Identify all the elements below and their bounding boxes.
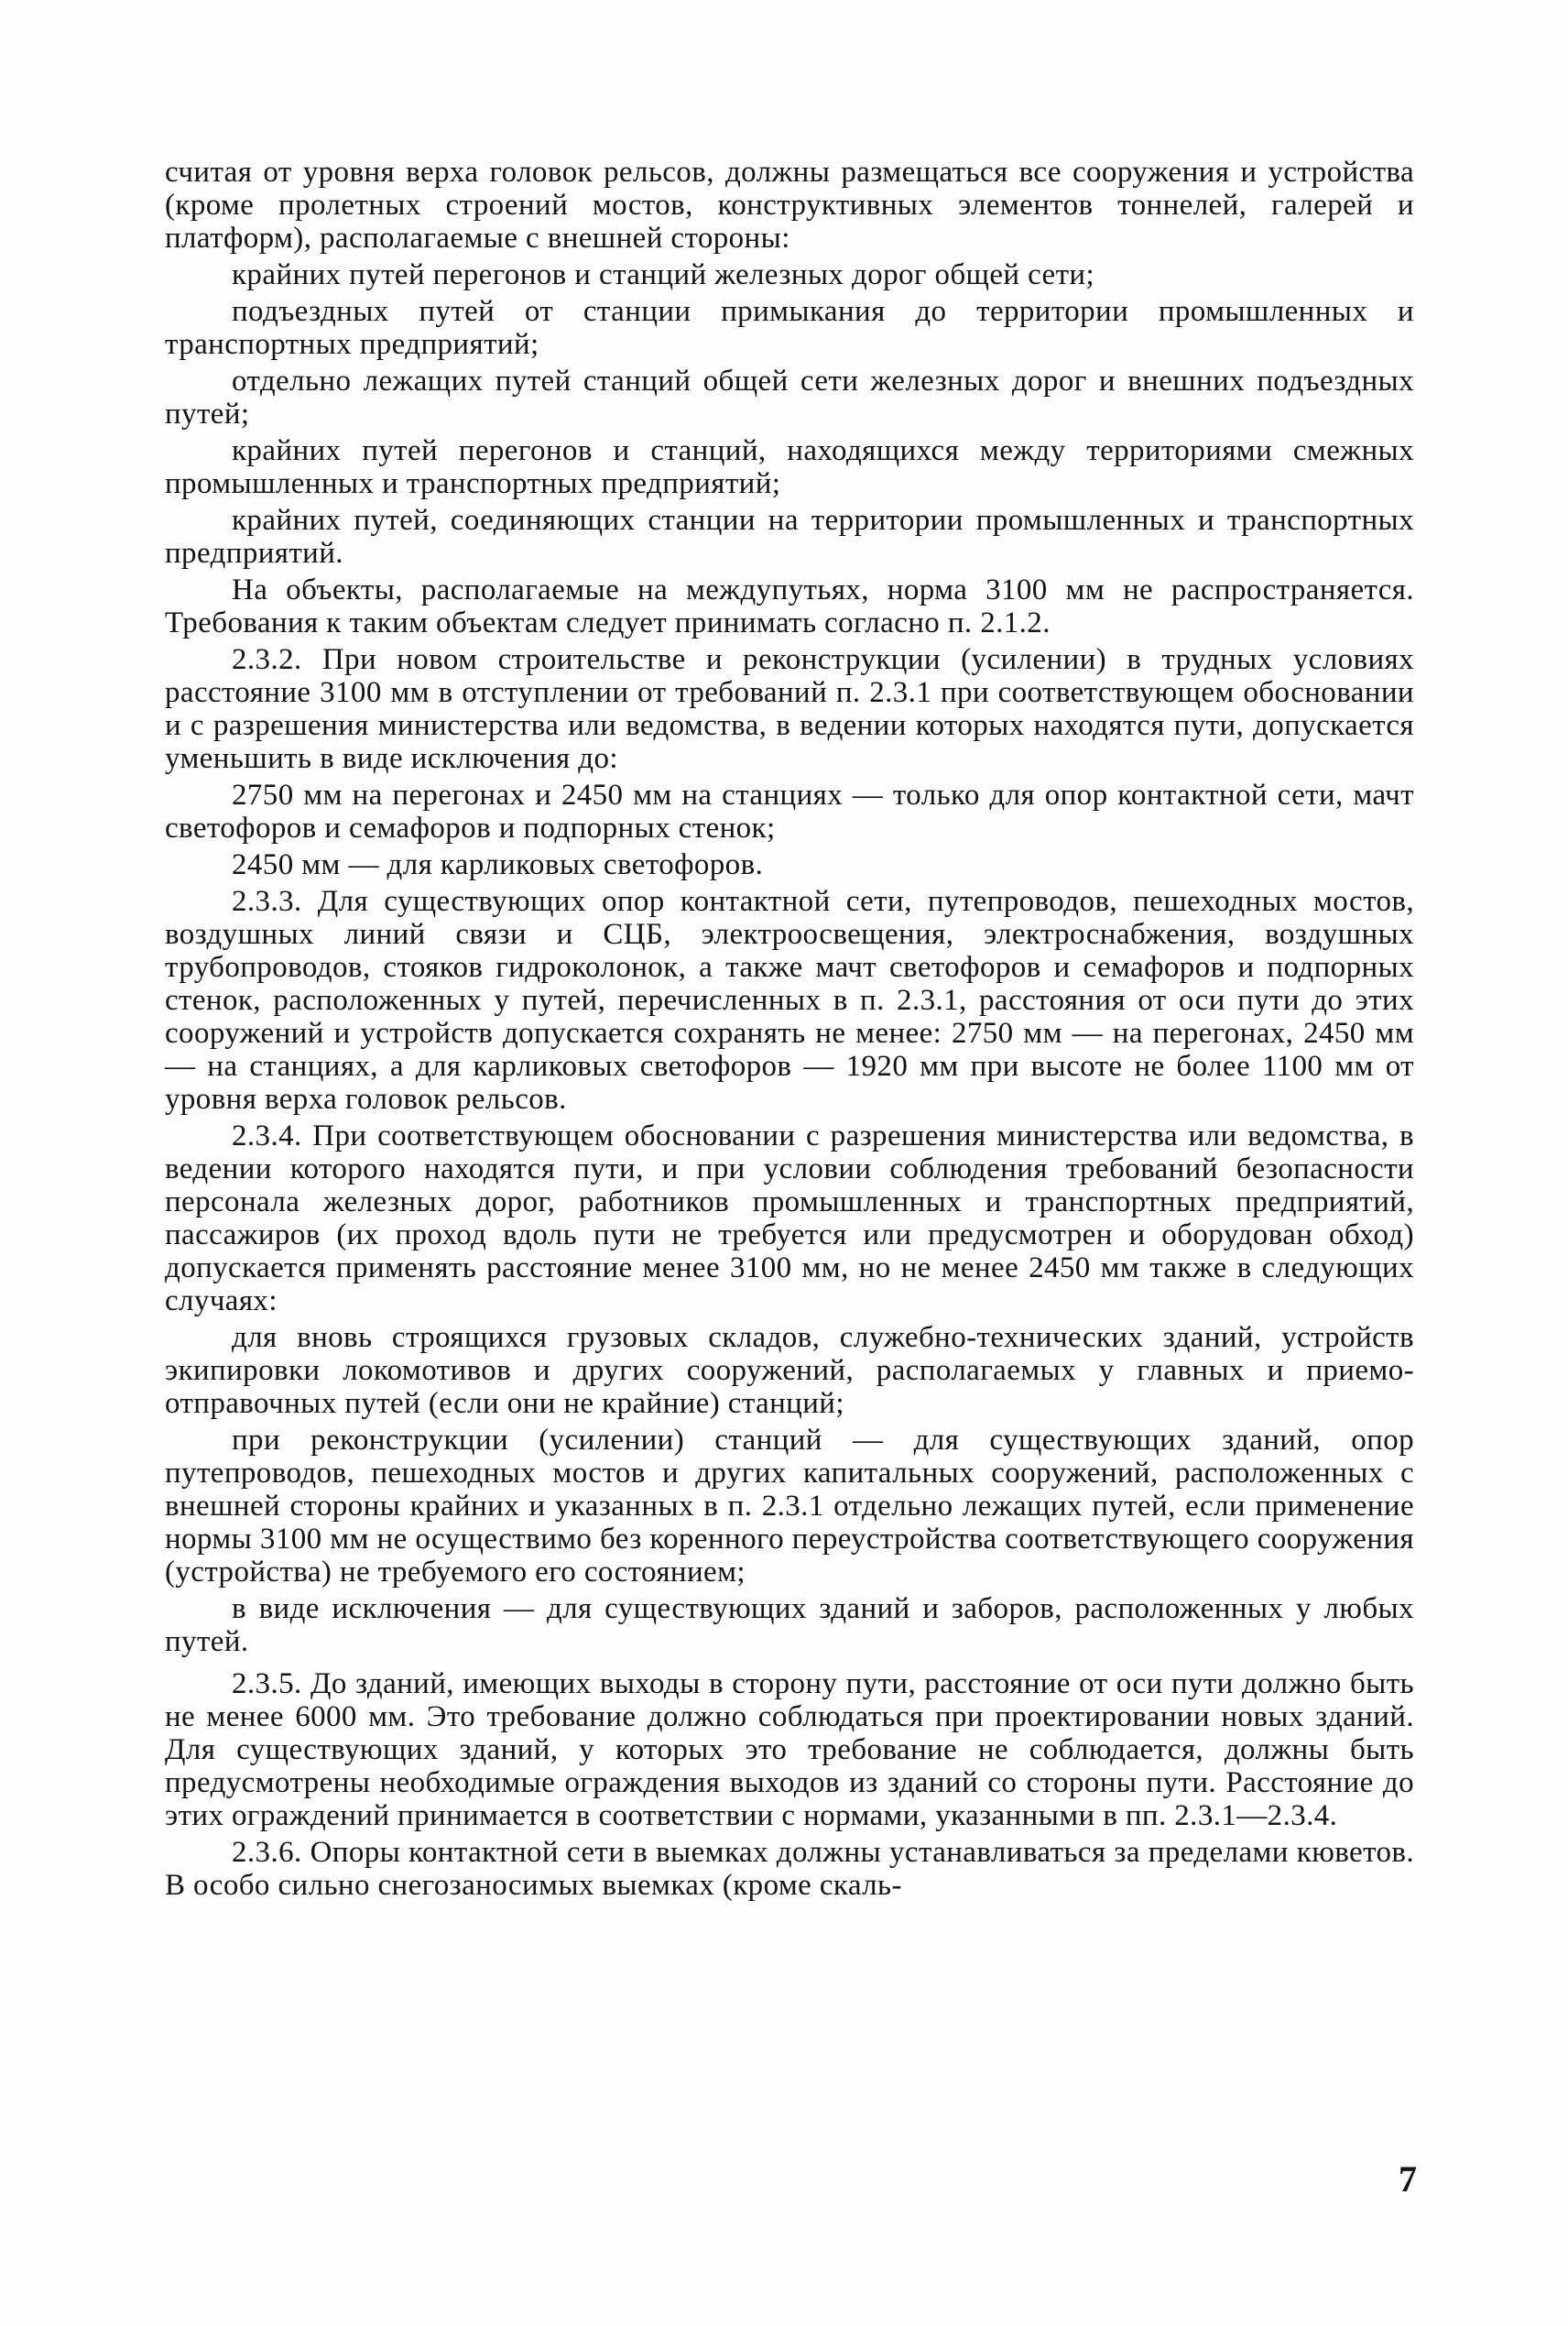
paragraph-1: считая от уровня верха головок рельсов, должны размещаться все сооружения и устройства (кроме пролетных строений мостов, конструктивных элементов тоннелей, галерей и платформ), располагаемые с внешней стороны: — [165, 156, 1414, 255]
section-2-3-6: 2.3.6. Опоры контактной сети в выемках должны устанавливаться за пределами кюветов. В особо сильно снегозаносимых выемках (кроме скаль- — [165, 1836, 1414, 1902]
section-2-3-3: 2.3.3. Для существующих опор контактной сети, путепроводов, пешеходных мостов, воздушных линий связи и СЦБ, электроосвещения, электроснабжения, воздушных трубопроводов, стояков гидроколонок, а также мачт светофоров и семафоров и подпорных стенок, расположенных у путей, перечисленных в п. 2.3.1, расстояния от оси пути до этих сооружений и устройств допускается сохранять не менее: 2750 мм — на перегонах, 2450 мм — на станциях, а для карликовых светофоров — 1920 мм при высоте не более 1100 мм от уровня верха головок рельсов. — [165, 885, 1414, 1116]
paragraph-3: подъездных путей от станции примыкания до территории промышленных и транспортных предприятий; — [165, 295, 1414, 361]
paragraph-4: отдельно лежащих путей станций общей сети железных дорог и внешних подъездных путей; — [165, 365, 1414, 431]
section-2-3-2: 2.3.2. При новом строительстве и реконструкции (усилении) в трудных условиях расстояние 3100 мм в отступлении от требований п. 2.3.1 при соответствующем обосновании и с разрешения министерства или ведомства, в ведении которых находятся пути, допускается уменьшить в виде исключения до: — [165, 643, 1414, 775]
page-body-text — [165, 156, 1414, 1902]
page-number: 7 — [1399, 2158, 1417, 2200]
paragraph-2: крайних путей перегонов и станций железных дорог общей сети; — [232, 258, 1095, 291]
paragraph-15: в виде исключения — для существующих зданий и заборов, расположенных у любых путей. — [165, 1592, 1414, 1658]
paragraph-9: 2750 мм на перегонах и 2450 мм на станциях — только для опор контактной сети, мачт светофоров и семафоров и подпорных стенок; — [165, 779, 1414, 845]
paragraph-14: при реконструкции (усилении) станций — для существующих зданий, опор путепроводов, пешеходных мостов и других капитальных сооружений, расположенных с внешней стороны крайних и указанных в п. 2.3.1 отдельно лежащих путей, если применение нормы 3100 мм не осуществимо без коренного переустройства соответствующего сооружения (устройства) не требуемого его состоянием; — [165, 1424, 1414, 1589]
section-2-3-4: 2.3.4. При соответствующем обосновании с разрешения министерства или ведомства, в ведении которого находятся пути, и при условии соблюдения требований безопасности персонала железных дорог, работников промышленных и транспортных предприятий, пассажиров (их проход вдоль пути не требуется или предусмотрен и оборудован обход) допускается применять расстояние менее 3100 мм, но не менее 2450 мм также в следующих случаях: — [165, 1119, 1414, 1317]
paragraph-13: для вновь строящихся грузовых складов, служебно-технических зданий, устройств экипировки локомотивов и других сооружений, располагаемых у главных и приемо-отправочных путей (если они не крайние) станций; — [165, 1321, 1414, 1420]
paragraph-5: крайних путей перегонов и станций, находящихся между территориями смежных промышленных и транспортных предприятий; — [165, 434, 1414, 500]
paragraph-7: На объекты, располагаемые на междупутьях, норма 3100 мм не распространяется. Требования к таким объектам следует принимать согласно п. 2.1.2. — [165, 573, 1414, 639]
section-2-3-5: 2.3.5. До зданий, имеющих выходы в сторону пути, расстояние от оси пути должно быть не менее 6000 мм. Это требование должно соблюдаться при проектировании новых зданий. Для существующих зданий, у которых это требование не соблюдается, должны быть предусмотрены необходимые ограждения выходов из зданий со стороны пути. Расстояние до этих ограждений принимается в соответствии с нормами, указанными в пп. 2.3.1—2.3.4. — [165, 1667, 1414, 1832]
paragraph-10: 2450 мм — для карликовых светофоров. — [232, 848, 764, 881]
paragraph-6: крайних путей, соединяющих станции на территории промышленных и транспортных предприятий. — [165, 504, 1414, 570]
